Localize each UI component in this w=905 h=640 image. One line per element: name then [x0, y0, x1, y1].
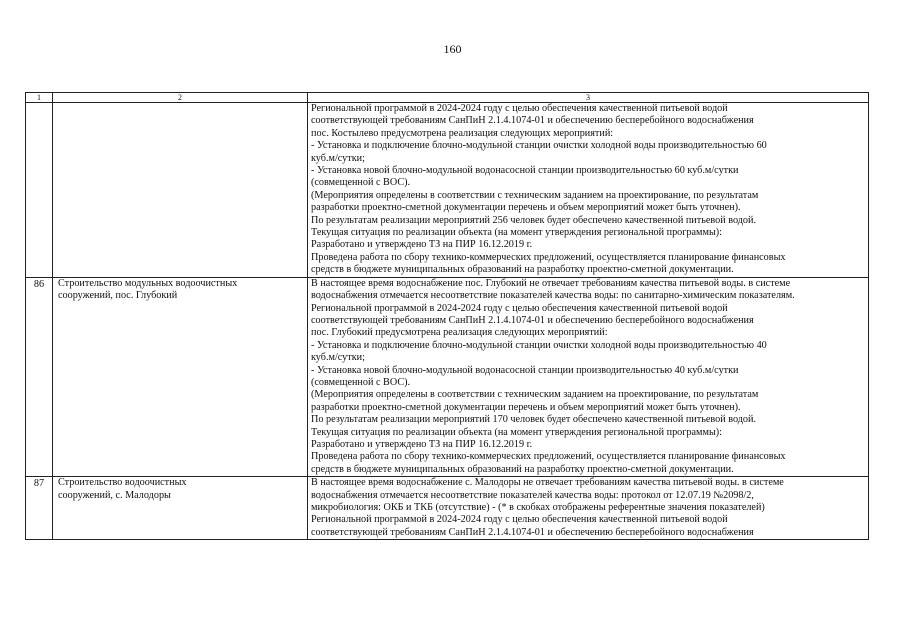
program-table [25, 92, 869, 540]
description-line: - Установка и подключение блочно-модульной станции очистки холодной воды производительностью 40 [311, 339, 767, 351]
description-line: (Мероприятия определены в соответствии с техническим заданием на проектирование, по результатам [311, 189, 759, 201]
object-name [53, 103, 308, 278]
row-number: 87 [26, 477, 53, 540]
description-line: Региональной программой в 2024-2024 году с целью обеспечения качественной питьевой водой [311, 302, 728, 314]
table-row [26, 477, 869, 540]
description-line: средств в бюджете муниципальных образований на разработку проектно-сметной документации. [311, 463, 734, 475]
description-line: водоснабжения отмечается несоответствие показателей качества воды: протокол от 12.07.19 №2098/2, [311, 489, 754, 501]
object-name [53, 277, 308, 477]
row-number: 86 [26, 277, 53, 477]
description [308, 103, 869, 278]
description-line: Текущая ситуация по реализации объекта (на момент утверждения региональной программы): [311, 426, 723, 438]
description-line: куб.м/сутки; [311, 152, 365, 164]
description-line: По результатам реализации мероприятий 256 человек будет обеспечено качественной питьевой водой. [311, 214, 757, 226]
description-line: Разработано и утверждено ТЗ на ПИР 16.12.2019 г. [311, 239, 533, 251]
header-col-3: 3 [308, 93, 869, 103]
description-line: В настоящее время водоснабжение с. Малодоры не отвечает требованиям качества питьевой воды. в системе [311, 477, 784, 489]
description [308, 477, 869, 540]
description-line: пос. Костылево предусмотрена реализация следующих мероприятий: [311, 127, 614, 139]
description-line: разработки проектно-сметной документации перечень и объем мероприятий может быть уточнен). [311, 401, 741, 413]
description [308, 277, 869, 477]
description-line: соответствующей требованиям СанПиН 2.1.4.1074-01 и обеспечению бесперебойного водоснабжения [311, 314, 754, 326]
row-number [26, 103, 53, 278]
description-line: В настоящее время водоснабжение пос. Глубокий не отвечает требованиям качества питьевой воды. в системе [311, 277, 791, 289]
header-row [26, 93, 869, 103]
description-line: пос. Глубокий предусмотрена реализация следующих мероприятий: [311, 327, 608, 339]
object-name-line: Строительство модульных водоочистных [58, 277, 238, 289]
table-row [26, 277, 869, 477]
description-line: Региональной программой в 2024-2024 году с целью обеспечения качественной питьевой водой [311, 103, 728, 114]
description-line: Разработано и утверждено ТЗ на ПИР 16.12.2019 г. [311, 438, 533, 450]
description-line: куб.м/сутки; [311, 352, 365, 364]
description-line: разработки проектно-сметной документации перечень и объем мероприятий может быть уточнен). [311, 202, 741, 214]
description-line: (совмещенной с ВОС). [311, 376, 411, 388]
table-row [26, 103, 869, 278]
description-line: микробиология: ОКБ и ТКБ (отсутствие) - (* в скобках отображены референтные значения показателей) [311, 502, 765, 513]
header-col-2: 2 [53, 93, 308, 103]
object-name-line: сооружений, пос. Глубокий [58, 290, 178, 302]
description-line: - Установка новой блочно-модульной водонасосной станции производительностью 60 куб.м/сутки [311, 165, 739, 177]
object-name [53, 477, 308, 540]
page-number: 160 [443, 42, 462, 56]
object-name-line: сооружений, с. Малодоры [58, 489, 171, 501]
description-line: водоснабжения отмечается несоответствие показателей качества воды: по санитарно-химическим показателям. [311, 290, 795, 302]
description-line: - Установка новой блочно-модульной водонасосной станции производительностью 40 куб.м/сутки [311, 364, 739, 376]
description-line: Текущая ситуация по реализации объекта (на момент утверждения региональной программы): [311, 227, 723, 239]
description-line: Региональной программой в 2024-2024 году с целью обеспечения качественной питьевой водой [311, 514, 728, 526]
description-line: По результатам реализации мероприятий 170 человек будет обеспечено качественной питьевой водой. [311, 414, 757, 426]
description-line: (совмещенной с ВОС). [311, 177, 411, 189]
description-line: (Мероприятия определены в соответствии с техническим заданием на проектирование, по результатам [311, 389, 759, 401]
description-line: Проведена работа по сбору технико-коммерческих предложений, осуществляется планирование финансовых [311, 451, 786, 463]
description-line: - Установка и подключение блочно-модульной станции очистки холодной воды производительностью 60 [311, 140, 767, 152]
header-col-1: 1 [26, 93, 53, 103]
description-line: средств в бюджете муниципальных образований на разработку проектно-сметной документации. [311, 264, 734, 276]
description-line: Проведена работа по сбору технико-коммерческих предложений, осуществляется планирование финансовых [311, 251, 786, 263]
object-name-line: Строительство водоочистных [58, 477, 187, 489]
description-line: соответствующей требованиям СанПиН 2.1.4.1074-01 и обеспечению бесперебойного водоснабжения [311, 526, 754, 538]
description-line: соответствующей требованиям СанПиН 2.1.4.1074-01 и обеспечению бесперебойного водоснабжения [311, 115, 754, 127]
